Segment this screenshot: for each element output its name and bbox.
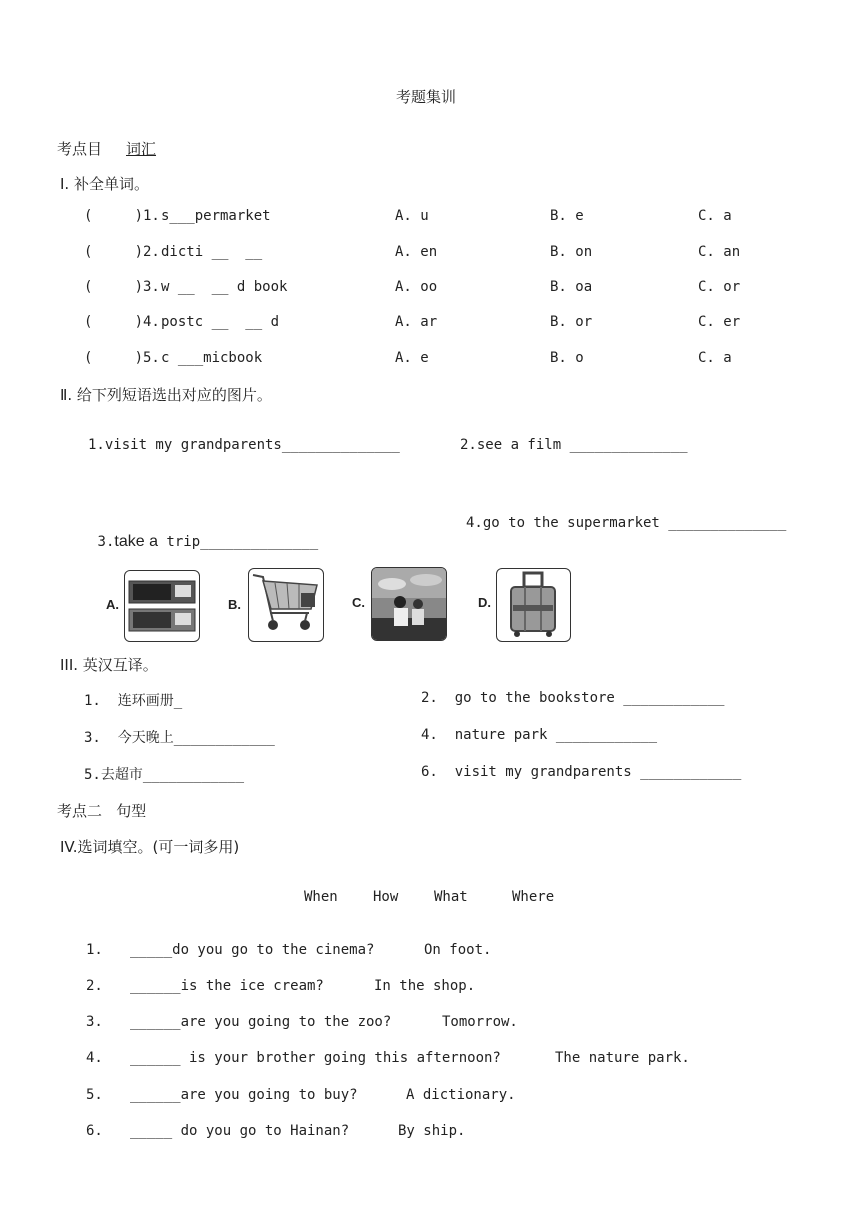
pic-label-a: A.: [106, 597, 119, 612]
option-b: B. o: [550, 350, 584, 366]
answer-text: Tomorrow.: [442, 1014, 518, 1030]
answer-paren[interactable]: ( )4.: [84, 314, 160, 330]
phrase-2: 2.see a film ______________: [460, 437, 688, 453]
word-blank: s___permarket: [161, 208, 271, 224]
translate-3: 3. 今天晚上____________: [84, 730, 275, 746]
option-a: A. ar: [395, 314, 438, 330]
phrase-3: [88, 514, 318, 551]
phrase-3-num: 3.: [97, 534, 115, 550]
phrase-4: 4.go to the supermarket ______________: [466, 515, 787, 531]
question-text: ______ is your brother going this afternoon?: [130, 1050, 501, 1066]
word-blank: postc __ __ d: [161, 314, 280, 330]
part2-label: 考点二 句型: [57, 802, 147, 820]
word-bank-how: How: [373, 889, 399, 905]
translate-5: 5.去超市____________: [84, 767, 245, 783]
family-photo-icon: [371, 567, 447, 641]
option-c: C. or: [698, 279, 741, 295]
option-c: C. er: [698, 314, 741, 330]
item-number: 5.: [86, 1087, 103, 1103]
suitcase-icon: [496, 568, 571, 642]
option-c: C. a: [698, 208, 732, 224]
answer-paren[interactable]: ( )5.: [84, 350, 160, 366]
answer-paren[interactable]: ( )1.: [84, 208, 160, 224]
item-number: 3.: [86, 1014, 103, 1030]
answer-text: By ship.: [398, 1123, 466, 1139]
word-bank-when: When: [304, 889, 338, 905]
option-a: A. en: [395, 244, 438, 260]
option-b: B. oa: [550, 279, 593, 295]
answer-text: In the shop.: [374, 978, 476, 994]
answer-text: A dictionary.: [406, 1087, 516, 1103]
answer-text: The nature park.: [555, 1050, 690, 1066]
section3-heading: III. 英汉互译。: [60, 656, 158, 674]
translate-2: 2. go to the bookstore ____________: [421, 690, 725, 706]
answer-text: On foot.: [424, 942, 492, 958]
option-a: A. u: [395, 208, 429, 224]
translate-6: 6. visit my grandparents ____________: [421, 764, 742, 780]
ticket-icon: [124, 570, 200, 642]
option-b: B. on: [550, 244, 593, 260]
phrase-3-take: take a: [114, 533, 158, 550]
question-text: ______are you going to the zoo?: [130, 1014, 392, 1030]
item-number: 4.: [86, 1050, 103, 1066]
word-bank-where: Where: [512, 889, 555, 905]
question-text: _____do you go to the cinema?: [130, 942, 375, 958]
section4-heading: IV.选词填空。(可一词多用): [60, 838, 240, 856]
translate-4: 4. nature park ____________: [421, 727, 658, 743]
pic-label-d: D.: [478, 595, 491, 610]
phrase-3-rest: trip______________: [158, 534, 319, 550]
part1-topic: 词汇: [126, 140, 157, 158]
answer-paren[interactable]: ( )2.: [84, 244, 160, 260]
item-number: 1.: [86, 942, 103, 958]
pic-label-c: C.: [352, 595, 365, 610]
option-a: A. oo: [395, 279, 438, 295]
pic-label-b: B.: [228, 597, 241, 612]
question-text: ______is the ice cream?: [130, 978, 324, 994]
option-c: C. an: [698, 244, 741, 260]
section2-heading: Ⅱ. 给下列短语选出对应的图片。: [60, 386, 272, 404]
question-text: ______are you going to buy?: [130, 1087, 358, 1103]
part1-label: 考点目: [57, 140, 103, 158]
phrase-1: 1.visit my grandparents______________: [88, 437, 400, 453]
option-b: B. e: [550, 208, 584, 224]
item-number: 6.: [86, 1123, 103, 1139]
question-text: _____ do you go to Hainan?: [130, 1123, 350, 1139]
option-b: B. or: [550, 314, 593, 330]
shopping-cart-icon: [248, 568, 324, 642]
word-blank: dicti __ __: [161, 244, 263, 260]
word-bank-what: What: [434, 889, 468, 905]
word-blank: w __ __ d book: [161, 279, 288, 295]
page-title: 考题集训: [396, 88, 457, 106]
word-blank: c ___micbook: [161, 350, 263, 366]
item-number: 2.: [86, 978, 103, 994]
translate-1: 1. 连环画册_: [84, 693, 183, 709]
section1-heading: Ⅰ. 补全单词。: [60, 175, 149, 193]
option-c: C. a: [698, 350, 732, 366]
option-a: A. e: [395, 350, 429, 366]
answer-paren[interactable]: ( )3.: [84, 279, 160, 295]
